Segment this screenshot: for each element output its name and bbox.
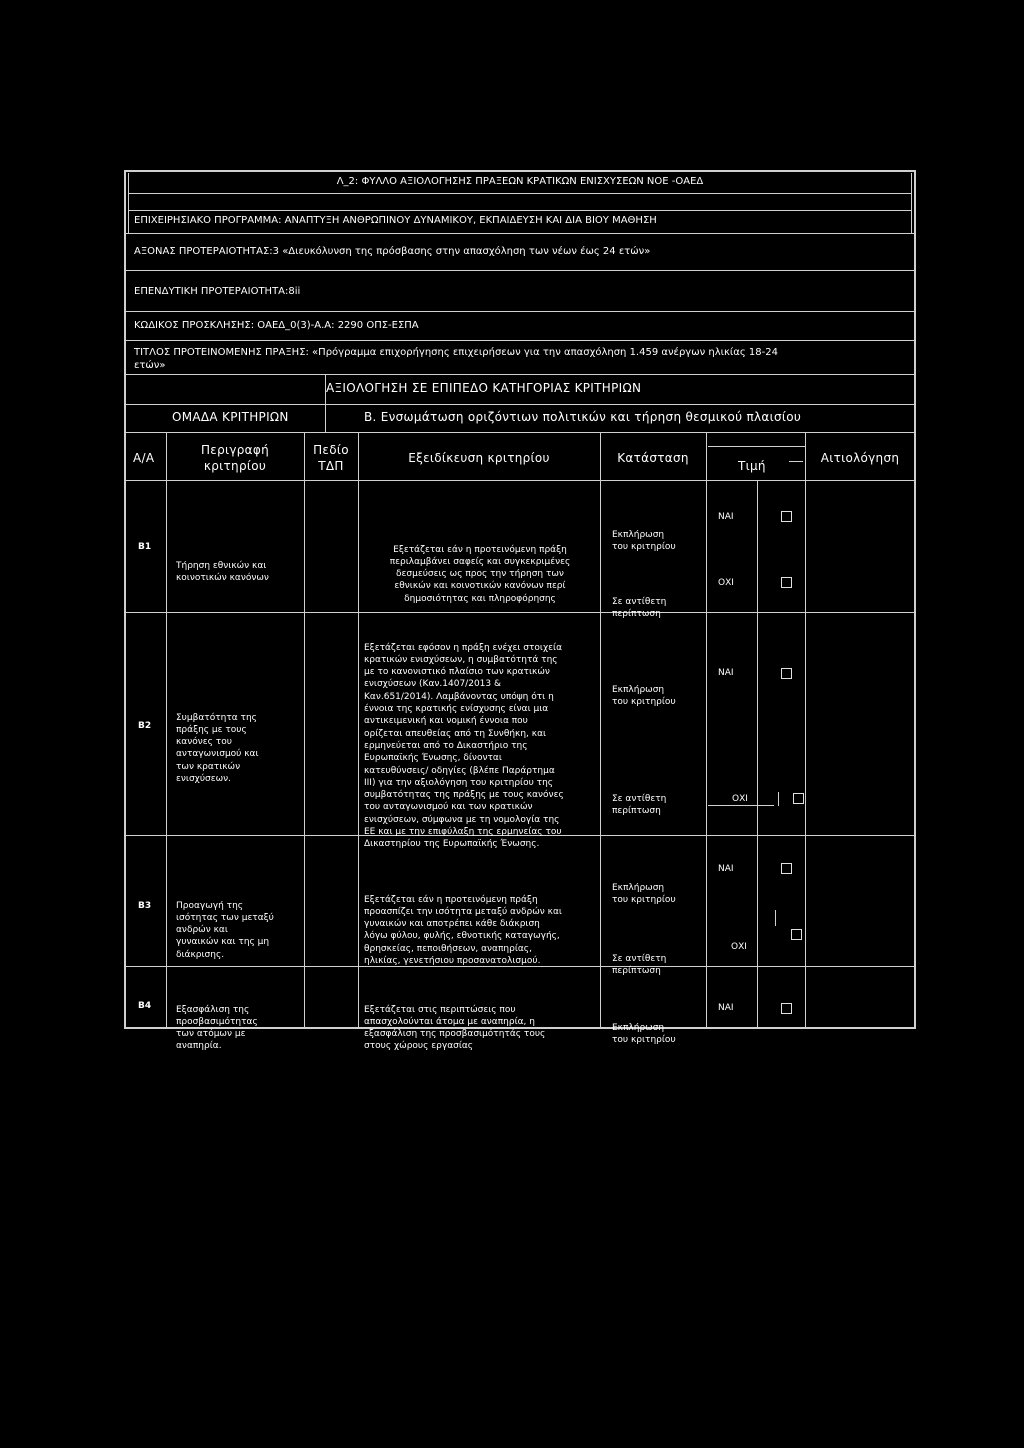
investment-priority-line: ΕΠΕΝΔΥΤΙΚΗ ΠΡΟΤΕΡΑΙΟΤΗΤΑ:8ii: [134, 286, 301, 297]
col-justification: Αιτιολόγηση: [820, 451, 900, 465]
criterion-specification: Εξετάζεται εφόσον η πράξη ενέχει στοιχεία κρατικών ενισχύσεων, η συμβατότητά της με το κανονιστικό πλαίσιο των κρατικών ενισχύσεων (Καν.1407/2013 & Καν.651/2014). Λαμβάνοντας υπόψη ότι η έννοια της κρατικής ενίσχυσης είναι μια αντικειμενική και νομική έννοια που ορίζεται απευθείας από τη Συνθήκη, και ερμηνεύεται από το Δικαστήριο της Ευρωπαϊκής Ένωσης, δίνονται κατευθύνσεις/ οδηγίες (βλέπε Παράρτημα ΙΙΙ) για την αξιολόγηση του κριτηρίου της συμβατότητας της πράξης με τους κανόνες του ανταγωνισμού και των κρατικών ενισχύσεων, σύμφωνα με τη νομολογία της ΕΕ και με την επιφύλαξη της ερμηνείας του Δικαστηρίου της Ευρωπαϊκής Ένωσης.: [364, 642, 564, 850]
status-opposite: Σε αντίθετη περίπτωση: [612, 793, 667, 816]
value-no: ΟΧΙ: [731, 942, 747, 952]
no-checkbox[interactable]: [791, 929, 802, 940]
col-description-2: κριτηρίου: [203, 459, 267, 473]
status-opposite: Σε αντίθετη περίπτωση: [612, 953, 667, 976]
value-yes: ΝΑΙ: [718, 512, 734, 522]
document-title: Λ_2: ΦΥΛΛΟ ΑΞΙΟΛΟΓΗΣΗΣ ΠΡΑΞΕΩΝ ΚΡΑΤΙΚΩΝ ΕΝΙΣΧΥΣΕΩΝ ΝΟΕ -ΟΑΕΔ: [336, 176, 704, 187]
col-specification: Εξειδίκευση κριτηρίου: [408, 451, 550, 465]
value-yes: ΝΑΙ: [718, 864, 734, 874]
criterion-specification: Εξετάζεται εάν η προτεινόμενη πράξη προασπίζει την ισότητα μεταξύ ανδρών και γυναικών και αποτρέπει κάθε διάκριση λόγω φύλου, φυλής, εθνοτικής καταγωγής, θρησκείας, πεποιθήσεων, αναπηρίας, ηλικίας, γενετήσιου προσανατολισμού.: [364, 894, 562, 967]
priority-axis-line: ΑΞΟΝΑΣ ΠΡΟΤΕΡΑΙΟΤΗΤΑΣ:3 «Διευκόλυνση της πρόσβασης στην απασχόληση των νέων έως 24 ετών»: [134, 246, 651, 257]
col-field-2: ΤΔΠ: [318, 459, 344, 473]
col-value: Τιμή: [738, 459, 766, 473]
value-yes: ΝΑΙ: [718, 668, 734, 678]
row-id: Β1: [138, 542, 152, 552]
evaluation-heading: ΑΞΙΟΛΟΓΗΣΗ ΣΕ ΕΠΙΠΕΔΟ ΚΑΤΗΓΟΡΙΑΣ ΚΡΙΤΗΡΙΩΝ: [326, 381, 642, 395]
criterion-description: Εξασφάλιση της προσβασιμότητας των ατόμων με αναπηρία.: [176, 1004, 258, 1052]
value-no: ΟΧΙ: [718, 578, 734, 588]
call-code-line: ΚΩΔΙΚΟΣ ΠΡΟΣΚΛΗΣΗΣ: ΟΑΕΔ_0(3)-Α.Α: 2290 ΟΠΣ-ΕΣΠΑ: [134, 320, 419, 331]
criterion-description: Τήρηση εθνικών και κοινοτικών κανόνων: [176, 560, 269, 583]
no-checkbox[interactable]: [781, 577, 792, 588]
criterion-specification: Εξετάζεται εάν η προτεινόμενη πράξη περιλαμβάνει σαφείς και συγκεκριμένες δεσμεύσεις ως προς την τήρηση των εθνικών και κοινοτικών κανόνων περί δημοσιότητας και πληροφόρησης: [389, 544, 571, 604]
row-id: Β3: [138, 901, 152, 911]
criterion-description: Συμβατότητα της πράξης με τους κανόνες του ανταγωνισμού και των κρατικών ενισχύσεων.: [176, 712, 259, 785]
col-description-1: Περιγραφή: [200, 443, 270, 457]
criterion-specification: Εξετάζεται στις περιπτώσεις που απασχολούνται άτομα με αναπηρία, η εξασφάλιση της προσβασιμότητάς τους στους χώρους εργασίας: [364, 1004, 546, 1052]
yes-checkbox[interactable]: [781, 511, 792, 522]
value-no: ΟΧΙ: [732, 794, 748, 804]
criteria-group-label: ΟΜΑΔΑ ΚΡΙΤΗΡΙΩΝ: [172, 410, 289, 424]
program-line: ΕΠΙΧΕΙΡΗΣΙΑΚΟ ΠΡΟΓΡΑΜΜΑ: ΑΝΑΠΤΥΞΗ ΑΝΘΡΩΠΙΝΟΥ ΔΥΝΑΜΙΚΟΥ, ΕΚΠΑΙΔΕΥΣΗ ΚΑΙ ΔΙΑ ΒΙΟΥ ΜΑΘΗΣΗ: [134, 215, 657, 226]
status-fulfilled: Εκπλήρωση του κριτηρίου: [612, 529, 676, 552]
col-status: Κατάσταση: [617, 451, 689, 465]
value-yes: ΝΑΙ: [718, 1003, 734, 1013]
row-id: Β4: [138, 1001, 152, 1011]
status-fulfilled: Εκπλήρωση του κριτηρίου: [612, 882, 676, 905]
criteria-group-value: Β. Ενσωμάτωση οριζόντιων πολιτικών και τήρηση θεσμικού πλαισίου: [364, 410, 802, 424]
status-fulfilled: Εκπλήρωση του κριτηρίου: [612, 684, 676, 707]
no-checkbox[interactable]: [793, 793, 804, 804]
yes-checkbox[interactable]: [781, 668, 792, 679]
col-field-1: Πεδίο: [313, 443, 349, 457]
row-id: Β2: [138, 721, 152, 731]
action-title-line-2: ετών»: [134, 360, 166, 371]
status-fulfilled: Εκπλήρωση του κριτηρίου: [612, 1022, 676, 1045]
yes-checkbox[interactable]: [781, 863, 792, 874]
status-opposite: Σε αντίθετη περίπτωση: [612, 596, 667, 619]
col-aa: Α/Α: [133, 451, 155, 465]
action-title-line-1: ΤΙΤΛΟΣ ΠΡΟΤΕΙΝΟΜΕΝΗΣ ΠΡΑΞΗΣ: «Πρόγραμμα επιχορήγησης επιχειρήσεων για την απασχόληση 1.459 ανέργων ηλικίας 18-24: [134, 347, 778, 358]
criterion-description: Προαγωγή της ισότητας των μεταξύ ανδρών και γυναικών και της μη διάκρισης.: [176, 900, 274, 960]
yes-checkbox[interactable]: [781, 1003, 792, 1014]
